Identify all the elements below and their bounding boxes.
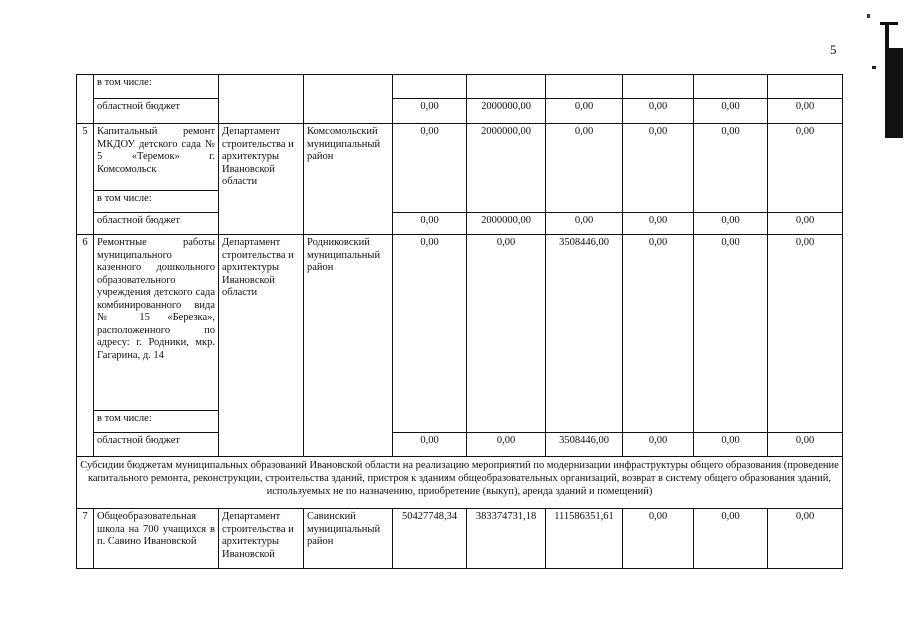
page-number: 5	[830, 42, 837, 57]
table-row	[77, 235, 843, 411]
value-cell: 0,00	[694, 235, 768, 433]
value-cell: 2000000,00	[467, 124, 546, 213]
row-number: 6	[77, 235, 94, 457]
value-cell: 0,00	[623, 433, 694, 457]
value-cell: 0,00	[623, 235, 694, 433]
budget-label: областной бюджет	[94, 433, 219, 457]
value-cell: 0,00	[393, 235, 467, 433]
table-row	[77, 213, 843, 235]
budget-table	[76, 74, 843, 569]
municipality: Комсомольский муниципальный район	[304, 124, 393, 235]
table-row	[77, 433, 843, 457]
municipality: Савинский муниципальный район	[304, 509, 393, 569]
item-name: Общеобразовательная школа на 700 учащихся в п. Савино Ивановской	[94, 509, 219, 569]
value-cell: 50427748,34	[393, 509, 467, 569]
item-name: Капитальный ремонт МКДОУ детского сада № 5 «Теремок» г. Комсомольск	[94, 124, 219, 191]
row-number: 5	[77, 124, 94, 235]
sub-label: в том числе:	[94, 75, 219, 99]
executor: Департамент строительства и архитектуры Ивановской области	[219, 235, 304, 457]
value-cell: 0,00	[393, 433, 467, 457]
value-cell: 0,00	[467, 433, 546, 457]
value-cell: 3508446,00	[546, 433, 623, 457]
scan-artifact	[885, 48, 903, 138]
budget-label: областной бюджет	[94, 213, 219, 235]
value-cell: 0,00	[694, 213, 768, 235]
table-row	[77, 457, 843, 509]
value-cell: 0,00	[393, 124, 467, 213]
value-cell: 0,00	[768, 99, 843, 124]
sub-label: в том числе:	[94, 191, 219, 213]
value-cell: 2000000,00	[467, 213, 546, 235]
value-cell: 2000000,00	[467, 99, 546, 124]
row-number: 7	[77, 509, 94, 569]
value-cell: 0,00	[694, 433, 768, 457]
value-cell: 0,00	[393, 213, 467, 235]
value-cell: 0,00	[623, 99, 694, 124]
scan-artifact	[885, 22, 889, 50]
value-cell: 0,00	[768, 213, 843, 235]
value-cell: 0,00	[694, 509, 768, 569]
value-cell: 0,00	[768, 124, 843, 213]
value-cell: 0,00	[768, 433, 843, 457]
value-cell: 383374731,18	[467, 509, 546, 569]
municipality: Родниковский муниципальный район	[304, 235, 393, 457]
value-cell: 0,00	[546, 213, 623, 235]
value-cell: 0,00	[768, 509, 843, 569]
scan-artifact	[880, 22, 898, 25]
value-cell: 0,00	[768, 235, 843, 433]
table-row	[77, 75, 843, 99]
value-cell: 0,00	[623, 124, 694, 213]
scan-artifact	[872, 66, 876, 69]
table-row	[77, 99, 843, 124]
value-cell: 0,00	[694, 99, 768, 124]
table-row	[77, 124, 843, 191]
section-heading: Субсидии бюджетам муниципальных образований Ивановской области на реализацию мероприятий по модернизации инфраструктуры общего образования (проведение капитального ремонта, реконструкции, строительства зданий, пристроя к зданиям общеобразовательных организаций, возврат в систему общего образования зданий, используемых не по назначению, приобретение (выкуп), аренда зданий и помещений)	[77, 457, 843, 509]
executor: Департамент строительства и архитектуры Ивановской области	[219, 124, 304, 235]
value-cell: 3508446,00	[546, 235, 623, 433]
table-row	[77, 509, 843, 569]
value-cell: 0,00	[467, 235, 546, 433]
value-cell: 0,00	[694, 124, 768, 213]
value-cell: 0,00	[623, 213, 694, 235]
item-name: Ремонтные работы муниципального казенного дошкольного образовательного учреждения детского сада комбинированного вида № 15 «Березка», расположенного по адресу: г. Родники, мкр. Гагарина, д. 14	[94, 235, 219, 411]
executor: Департамент строительства и архитектуры Ивановской	[219, 509, 304, 569]
scan-artifact	[867, 14, 870, 18]
value-cell: 0,00	[393, 99, 467, 124]
value-cell: 0,00	[546, 124, 623, 213]
value-cell: 111586351,61	[546, 509, 623, 569]
value-cell: 0,00	[623, 509, 694, 569]
value-cell: 0,00	[546, 99, 623, 124]
budget-label: областной бюджет	[94, 99, 219, 124]
sub-label: в том числе:	[94, 411, 219, 433]
